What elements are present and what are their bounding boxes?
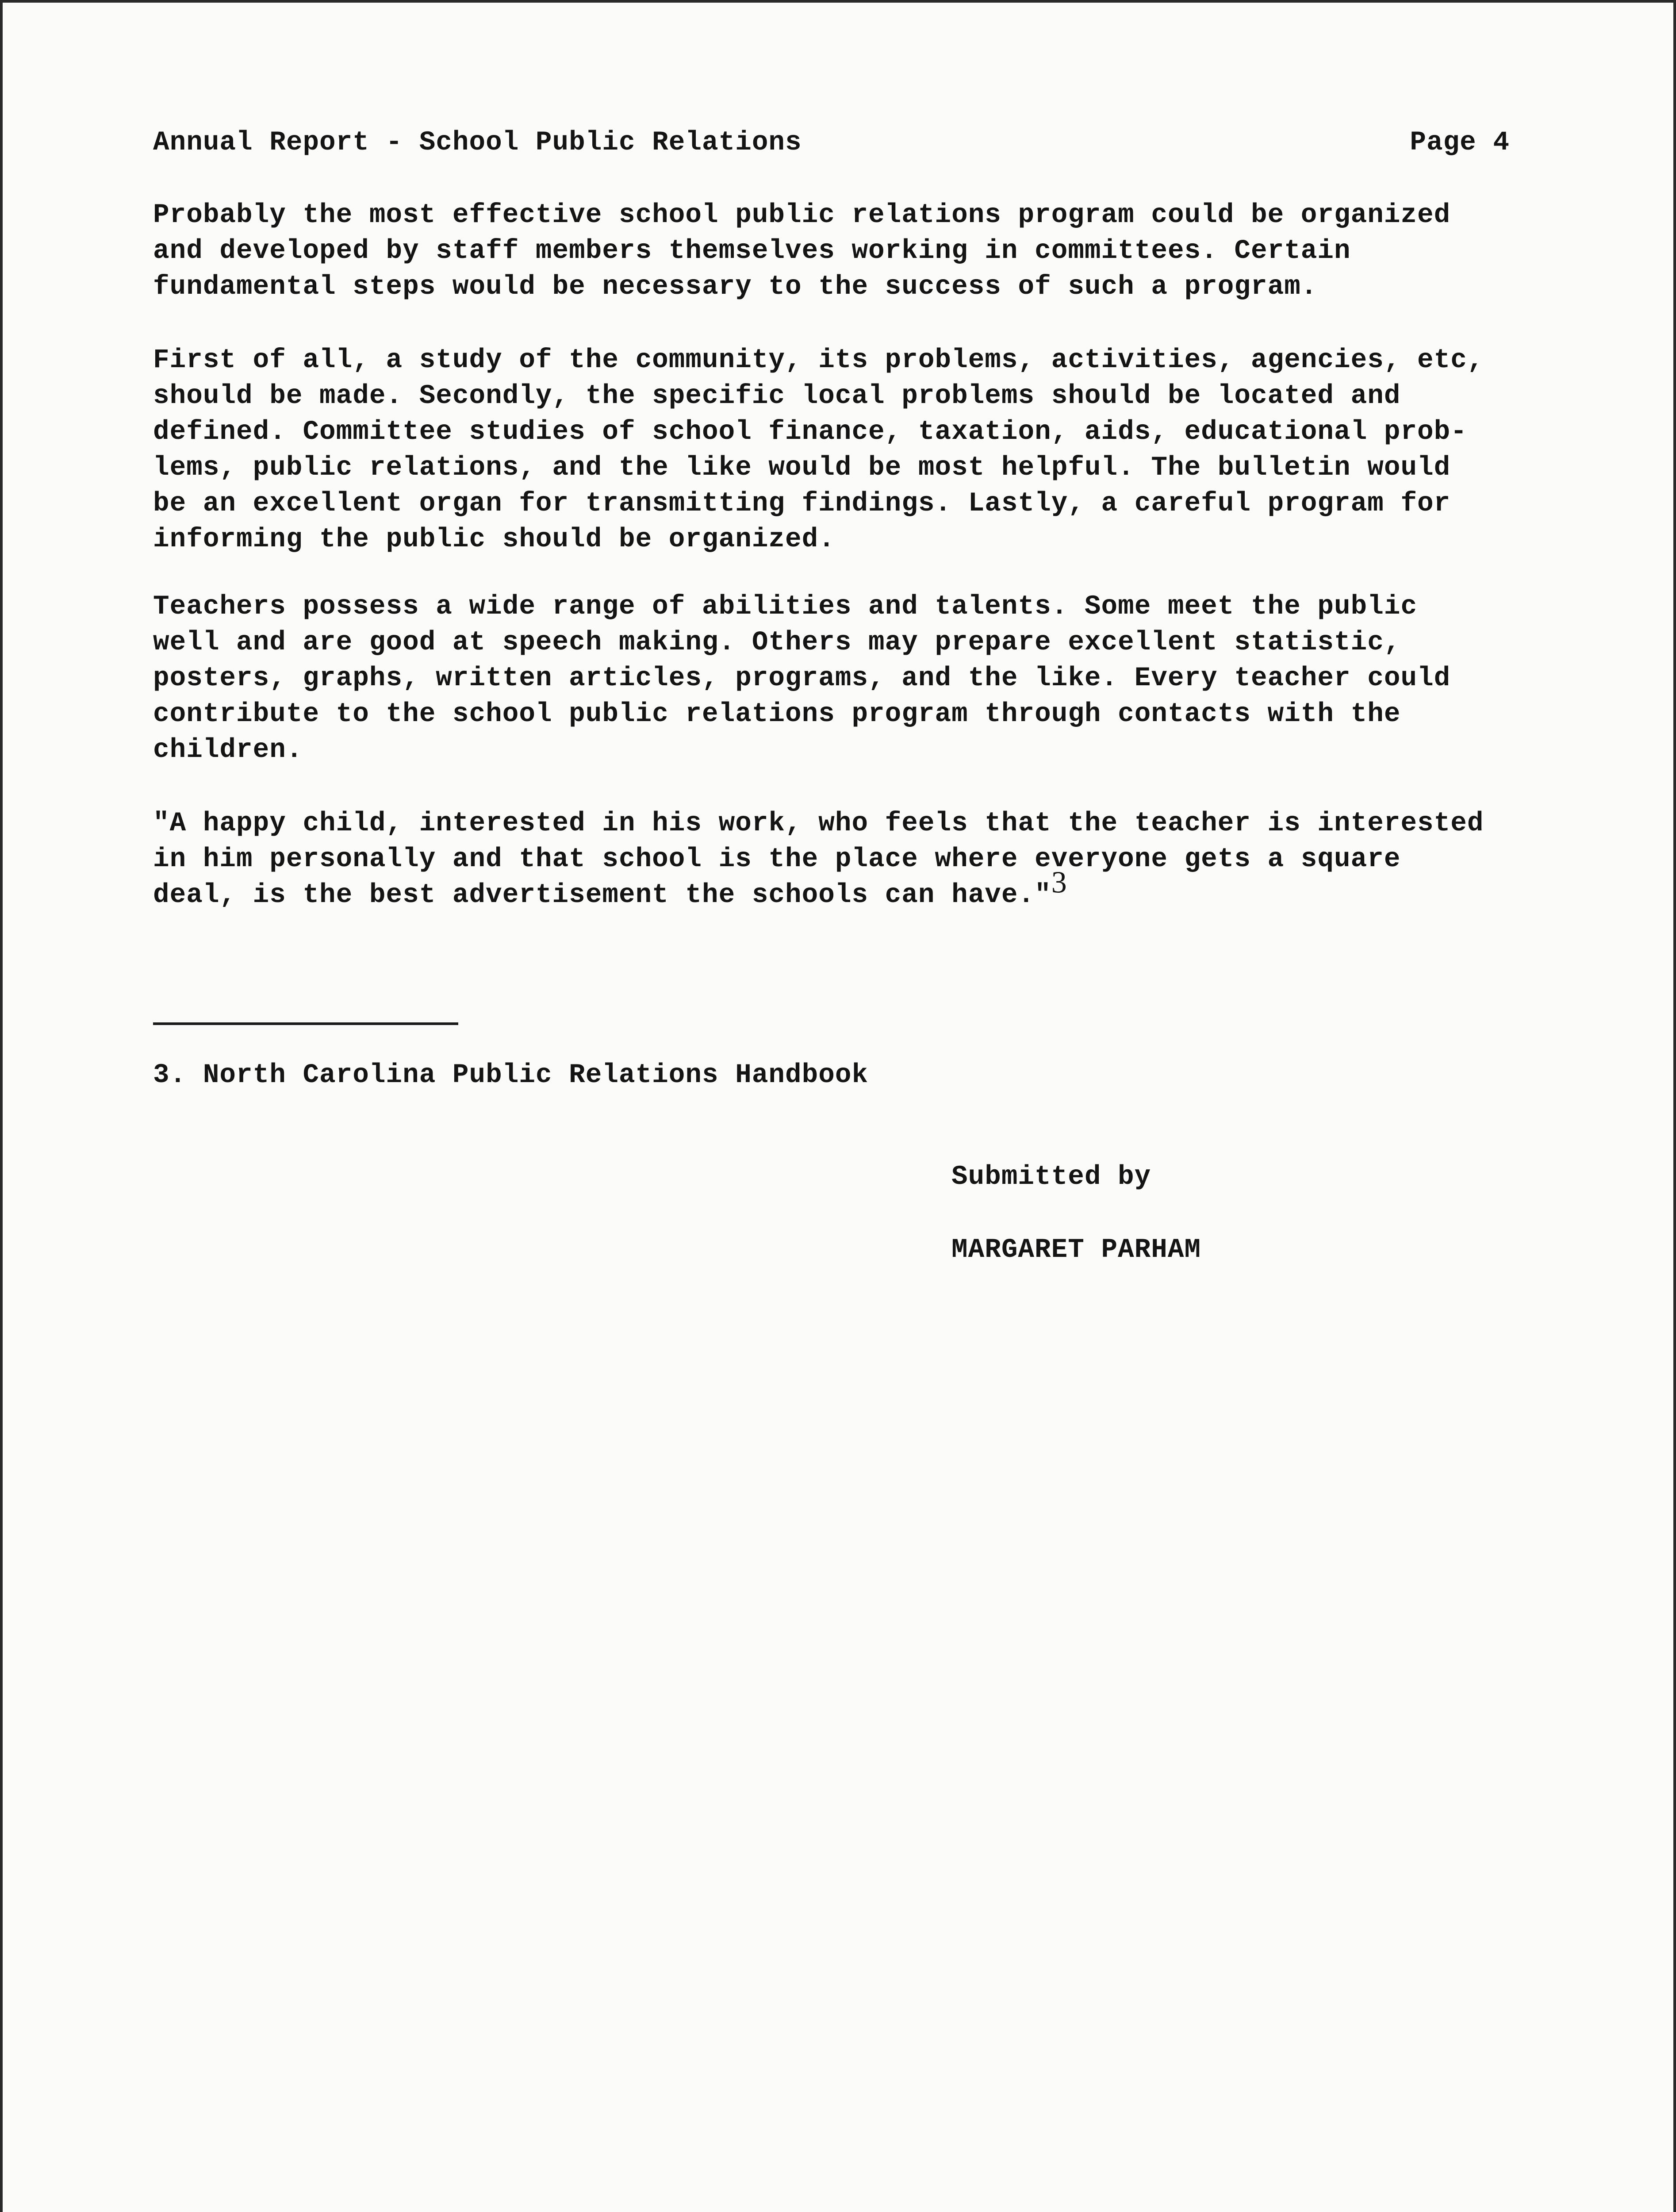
quote-paragraph — [153, 806, 1569, 913]
paragraph-teachers: Teachers possess a wide range of abilities and talents. Some meet the public well and are good at speech making. Others may prepare excellent statistic, posters, graphs, written articles, programs, and the like. Every teacher could contribute to the school public relations program through contacts with the children. — [153, 591, 1451, 765]
quote-text: "A happy child, interested in his work, who feels that the teacher is interested in him personally and that school is the place where everyone gets a square deal, is the best advertisement the schools can have." — [153, 808, 1484, 910]
page-number: Page 4 — [1410, 127, 1510, 158]
author-name: MARGARET PARHAM — [951, 1235, 1201, 1265]
submitted-by-label: Submitted by — [951, 1162, 1151, 1192]
paragraph-steps: First of all, a study of the community, its problems, activities, agencies, etc, should be made. Secondly, the specific local problems should be located and defined. Committee studies of school finance, taxation, aids, educational prob- lems, public relations, and the like would be most helpful. The bulletin would be an excellent organ for transmitting findings. Lastly, a careful program for informing the public should be organized. — [153, 345, 1484, 555]
footnote-divider — [153, 1022, 458, 1025]
footnote-citation: 3. North Carolina Public Relations Handbook — [153, 1060, 869, 1091]
report-title: Annual Report - School Public Relations — [153, 127, 802, 158]
footnote-reference-mark: 3 — [1051, 865, 1067, 900]
paragraph-intro: Probably the most effective school public relations program could be organized and developed by staff members themselves working in committees. Certain fundamental steps would be necessary to the success of such a program. — [153, 200, 1451, 302]
